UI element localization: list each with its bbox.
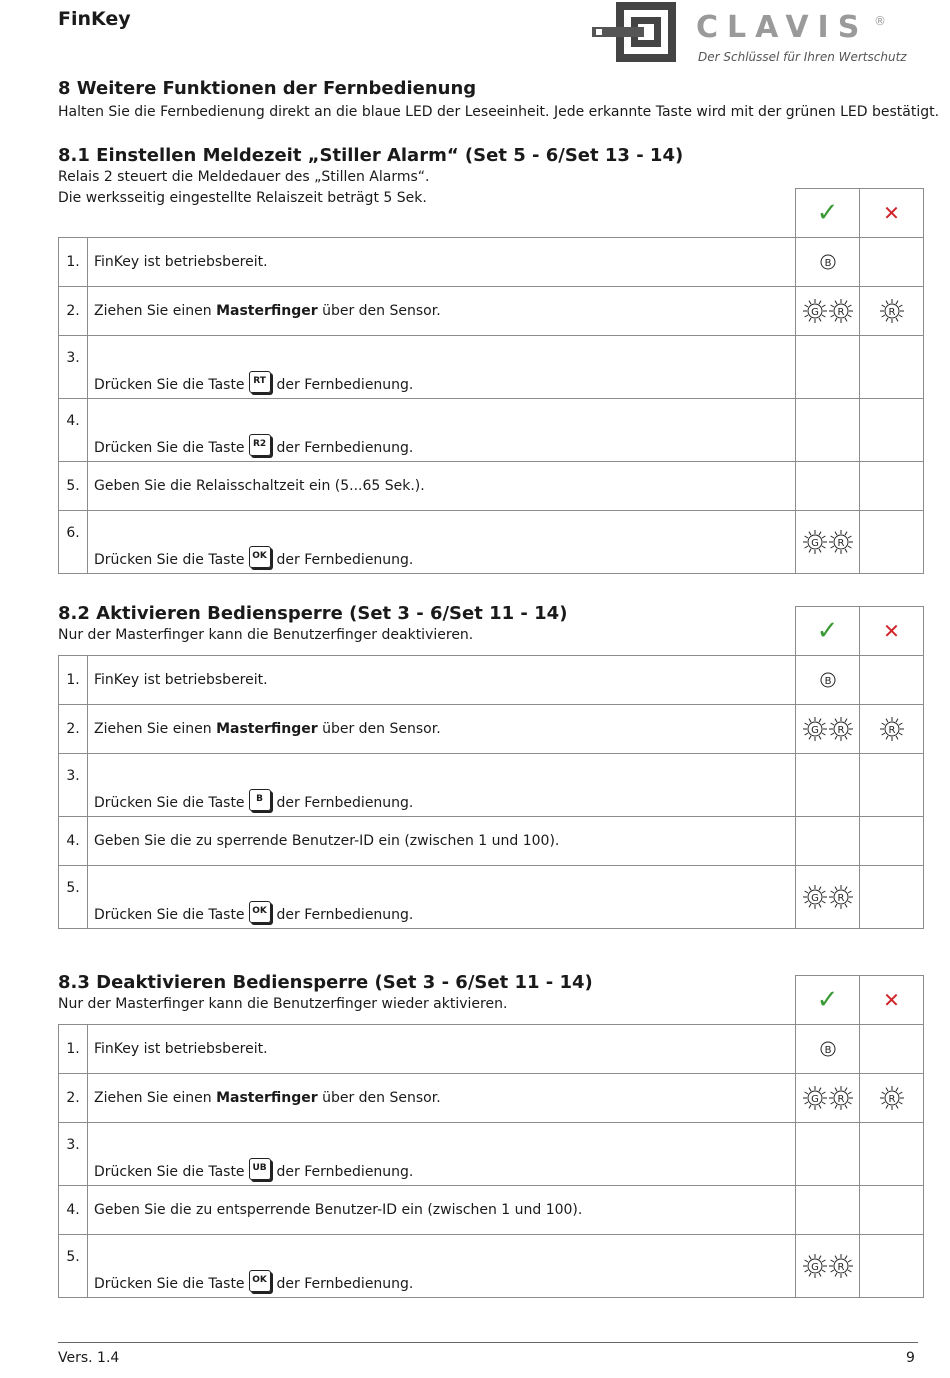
section-82-heading: 8.2 Aktivieren Bediensperre (Set 3 - 6/Set 11 - 14)	[58, 603, 568, 624]
step-number: 4.	[59, 399, 88, 462]
step-text: über den Sensor.	[317, 721, 441, 737]
section-83-heading: 8.3 Deaktivieren Bediensperre (Set 3 - 6/Set 11 - 14)	[58, 972, 593, 993]
step-row	[59, 511, 924, 574]
remote-key-icon: B	[249, 789, 271, 811]
led-r-flash-icon	[828, 1253, 854, 1279]
step-row	[59, 336, 924, 399]
section-81-line1: Relais 2 steuert die Meldedauer des „Stillen Alarms“.	[58, 169, 430, 185]
led-r-flash-icon	[828, 716, 854, 742]
step-row	[59, 817, 924, 866]
step-row	[59, 705, 924, 754]
svg-text:R: R	[837, 307, 844, 318]
led-r-flash-icon	[879, 1085, 905, 1111]
step-instruction	[88, 336, 796, 399]
success-indicator	[796, 238, 860, 287]
remote-key-icon: OK	[249, 901, 271, 923]
success-indicator	[796, 511, 860, 574]
svg-text:G: G	[810, 893, 819, 904]
success-indicator	[796, 1123, 860, 1186]
remote-key-icon: UB	[249, 1158, 271, 1180]
step-row	[59, 399, 924, 462]
logo-wordmark: CLAVIS	[696, 10, 869, 45]
step-number: 1.	[59, 238, 88, 287]
section-8-text: Halten Sie die Fernbedienung direkt an die blaue LED der Leseeinheit. Jede erkannte Taste wird mit der grünen LED bestätigt.	[58, 104, 940, 120]
success-column-header	[796, 976, 860, 1025]
svg-text:R: R	[837, 1094, 844, 1105]
failure-indicator	[860, 462, 924, 511]
led-b-icon	[819, 671, 837, 689]
step-text: über den Sensor.	[317, 303, 441, 319]
step-text: Drücken Sie die Taste	[94, 1276, 245, 1292]
section-82-line1: Nur der Masterfinger kann die Benutzerfinger deaktivieren.	[58, 627, 474, 643]
clavis-key-logo-icon	[588, 0, 688, 70]
step-text: der Fernbedienung.	[276, 1164, 414, 1180]
steps-table-83	[58, 975, 924, 1298]
success-indicator	[796, 336, 860, 399]
step-number: 2.	[59, 287, 88, 336]
step-text: Ziehen Sie einen	[94, 303, 217, 319]
step-instruction	[88, 866, 796, 929]
step-number: 4.	[59, 817, 88, 866]
step-instruction	[88, 1074, 796, 1123]
step-number: 1.	[59, 1025, 88, 1074]
success-indicator	[796, 754, 860, 817]
svg-text:R: R	[837, 725, 844, 736]
remote-key-icon: OK	[249, 1270, 271, 1292]
step-instruction	[88, 399, 796, 462]
document-title: FinKey	[58, 8, 131, 30]
failure-indicator	[860, 511, 924, 574]
step-instruction: Geben Sie die zu sperrende Benutzer-ID ein (zwischen 1 und 100).	[88, 817, 796, 866]
step-number: 4.	[59, 1186, 88, 1235]
failure-indicator	[860, 1123, 924, 1186]
step-text: über den Sensor.	[317, 1090, 441, 1106]
failure-indicator	[860, 656, 924, 705]
step-number: 5.	[59, 462, 88, 511]
success-indicator	[796, 817, 860, 866]
led-g-flash-icon	[802, 884, 828, 910]
step-text: Ziehen Sie einen	[94, 721, 217, 737]
failure-indicator	[860, 287, 924, 336]
steps-table-82	[58, 606, 924, 929]
success-indicator	[796, 1025, 860, 1074]
step-text-bold: Masterfinger	[216, 303, 318, 319]
step-row	[59, 1025, 924, 1074]
step-instruction	[88, 287, 796, 336]
step-instruction	[88, 705, 796, 754]
led-r-flash-icon	[828, 298, 854, 324]
failure-indicator	[860, 1235, 924, 1298]
step-text-bold: Masterfinger	[216, 1090, 318, 1106]
footer-version: Vers. 1.4	[58, 1350, 120, 1366]
step-row	[59, 1123, 924, 1186]
led-r-flash-icon	[879, 716, 905, 742]
step-text: der Fernbedienung.	[276, 377, 414, 393]
svg-text:B: B	[824, 258, 831, 269]
step-text: Drücken Sie die Taste	[94, 795, 245, 811]
check-icon: ✓	[816, 198, 839, 228]
svg-text:G: G	[810, 1094, 819, 1105]
success-indicator	[796, 1235, 860, 1298]
section-81-heading: 8.1 Einstellen Meldezeit „Stiller Alarm“ (Set 5 - 6/Set 13 - 14)	[58, 145, 684, 166]
step-row	[59, 656, 924, 705]
step-number: 5.	[59, 866, 88, 929]
step-text: der Fernbedienung.	[276, 907, 414, 923]
footer-divider	[58, 1342, 918, 1343]
remote-key-icon: R2	[249, 434, 271, 456]
failure-indicator	[860, 1074, 924, 1123]
svg-text:R: R	[837, 893, 844, 904]
step-text: Drücken Sie die Taste	[94, 1164, 245, 1180]
led-g-flash-icon	[802, 1253, 828, 1279]
led-r-flash-icon	[879, 298, 905, 324]
step-row	[59, 287, 924, 336]
step-number: 2.	[59, 705, 88, 754]
success-column-header	[796, 607, 860, 656]
failure-column-header	[860, 607, 924, 656]
svg-text:G: G	[810, 1262, 819, 1273]
cross-icon: ✕	[883, 619, 900, 643]
step-instruction	[88, 511, 796, 574]
step-instruction: FinKey ist betriebsbereit.	[88, 656, 796, 705]
step-text: Drücken Sie die Taste	[94, 907, 245, 923]
success-indicator	[796, 399, 860, 462]
led-g-flash-icon	[802, 298, 828, 324]
led-b-icon	[819, 1040, 837, 1058]
step-instruction	[88, 1123, 796, 1186]
step-text: der Fernbedienung.	[276, 440, 414, 456]
check-icon: ✓	[816, 985, 839, 1015]
step-text: Drücken Sie die Taste	[94, 552, 245, 568]
step-row	[59, 754, 924, 817]
failure-indicator	[860, 754, 924, 817]
svg-text:R: R	[837, 1262, 844, 1273]
failure-indicator	[860, 1025, 924, 1074]
step-number: 2.	[59, 1074, 88, 1123]
step-instruction: FinKey ist betriebsbereit.	[88, 1025, 796, 1074]
svg-text:G: G	[810, 538, 819, 549]
step-number: 1.	[59, 656, 88, 705]
success-indicator	[796, 1074, 860, 1123]
step-row	[59, 1074, 924, 1123]
failure-column-header	[860, 976, 924, 1025]
success-indicator	[796, 866, 860, 929]
step-instruction: Geben Sie die zu entsperrende Benutzer-ID ein (zwischen 1 und 100).	[88, 1186, 796, 1235]
svg-text:B: B	[824, 1045, 831, 1056]
success-indicator	[796, 287, 860, 336]
step-row	[59, 462, 924, 511]
success-indicator	[796, 1186, 860, 1235]
step-row	[59, 1235, 924, 1298]
cross-icon: ✕	[883, 201, 900, 225]
remote-key-icon: OK	[249, 546, 271, 568]
logo-tagline: Der Schlüssel für Ihren Wertschutz	[698, 50, 907, 64]
svg-text:R: R	[888, 725, 895, 736]
failure-column-header	[860, 189, 924, 238]
success-indicator	[796, 656, 860, 705]
cross-icon: ✕	[883, 988, 900, 1012]
led-r-flash-icon	[828, 1085, 854, 1111]
step-text: der Fernbedienung.	[276, 552, 414, 568]
step-number: 3.	[59, 336, 88, 399]
steps-table-81	[58, 188, 924, 574]
svg-text:R: R	[888, 1094, 895, 1105]
failure-indicator	[860, 399, 924, 462]
failure-indicator	[860, 1186, 924, 1235]
led-r-flash-icon	[828, 529, 854, 555]
led-b-icon	[819, 253, 837, 271]
led-g-flash-icon	[802, 1085, 828, 1111]
section-8-heading: 8 Weitere Funktionen der Fernbedienung	[58, 78, 477, 99]
step-row	[59, 866, 924, 929]
failure-indicator	[860, 817, 924, 866]
svg-text:B: B	[824, 676, 831, 687]
remote-key-icon: RT	[249, 371, 271, 393]
step-instruction: Geben Sie die Relaisschaltzeit ein (5...65 Sek.).	[88, 462, 796, 511]
failure-indicator	[860, 705, 924, 754]
led-g-flash-icon	[802, 716, 828, 742]
led-r-flash-icon	[828, 884, 854, 910]
section-83-line1: Nur der Masterfinger kann die Benutzerfinger wieder aktivieren.	[58, 996, 508, 1012]
step-row	[59, 1186, 924, 1235]
step-row	[59, 238, 924, 287]
footer-page-number: 9	[906, 1350, 915, 1366]
step-text-bold: Masterfinger	[216, 721, 318, 737]
logo-registered: ®	[874, 14, 886, 28]
failure-indicator	[860, 238, 924, 287]
success-indicator	[796, 462, 860, 511]
svg-text:R: R	[837, 538, 844, 549]
svg-text:G: G	[810, 307, 819, 318]
clavis-logo	[588, 0, 918, 70]
success-column-header	[796, 189, 860, 238]
step-text: der Fernbedienung.	[276, 1276, 414, 1292]
step-number: 6.	[59, 511, 88, 574]
step-text: Drücken Sie die Taste	[94, 440, 245, 456]
step-instruction	[88, 754, 796, 817]
svg-text:G: G	[810, 725, 819, 736]
svg-text:R: R	[888, 307, 895, 318]
step-number: 5.	[59, 1235, 88, 1298]
led-g-flash-icon	[802, 529, 828, 555]
step-instruction	[88, 1235, 796, 1298]
check-icon: ✓	[816, 616, 839, 646]
failure-indicator	[860, 336, 924, 399]
step-text: der Fernbedienung.	[276, 795, 414, 811]
failure-indicator	[860, 866, 924, 929]
step-instruction: FinKey ist betriebsbereit.	[88, 238, 796, 287]
section-81-line2: Die werksseitig eingestellte Relaiszeit beträgt 5 Sek.	[58, 190, 427, 206]
step-number: 3.	[59, 1123, 88, 1186]
step-text: Drücken Sie die Taste	[94, 377, 245, 393]
success-indicator	[796, 705, 860, 754]
step-text: Ziehen Sie einen	[94, 1090, 217, 1106]
step-number: 3.	[59, 754, 88, 817]
